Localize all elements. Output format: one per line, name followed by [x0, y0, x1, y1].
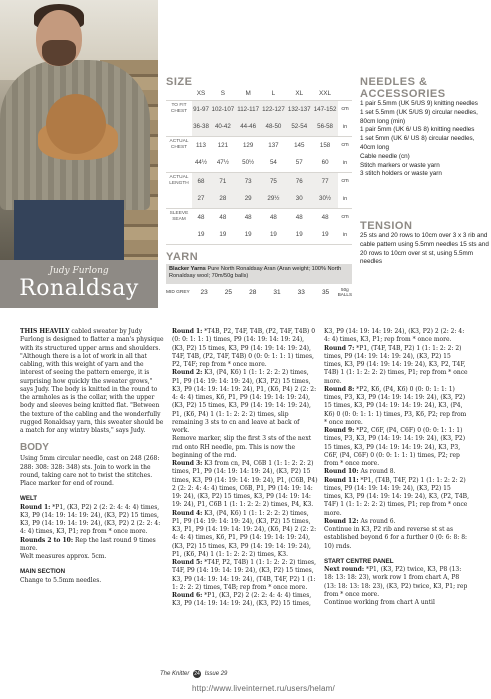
watermark-url: http://www.liveinternet.ru/users/helam/	[192, 684, 335, 693]
round-text: *P1, (T4B, T4F, P2) 1 (1: 1: 2: 2: 2) times, P9 (14: 19: 14: 19: 24), (K3, P2) 15 times, K3, P9 (14: 19: 14: 19: 24), K3, (P2, T4B, T4F) 1 (1: 1: 2: 2: 2) times, P1; rep from * once more.	[324, 476, 469, 517]
size-value: 122-127	[261, 100, 287, 118]
round-label: Round 1:	[172, 328, 203, 335]
size-value: 77	[312, 172, 338, 190]
yarn-balls-value: 28	[249, 288, 257, 296]
round-text: As round 6.	[358, 517, 396, 525]
size-value: 48	[295, 213, 303, 221]
continue-chart-text: Continue working from chart A until	[324, 599, 435, 606]
size-value: 19	[236, 226, 261, 244]
body-heading: BODY	[20, 442, 49, 454]
round-text: Rep the last round 9 times more.	[20, 536, 156, 552]
round-8	[324, 386, 470, 427]
main-section-text: Change to 5.5mm needles.	[20, 576, 102, 584]
size-value: 54	[261, 154, 287, 172]
size-value: 44½	[192, 154, 210, 172]
round-label: Round 7:	[324, 344, 355, 352]
size-unit: in	[338, 154, 352, 172]
round-label: Round 3:	[172, 460, 203, 467]
size-value: 47½	[210, 154, 236, 172]
size-value: 44-46	[236, 118, 261, 136]
intro-paragraph	[20, 328, 166, 435]
tension-text: 25 sts and 20 rows to 10cm over 3 x 3 rib and cable pattern using 5.5mm needles 15 sts and 20 rows to 10cm over st st, using 5.5mm needles	[360, 232, 489, 266]
size-header: XL	[286, 88, 312, 100]
size-value: 36-38	[192, 118, 210, 136]
size-value: 158	[319, 141, 331, 149]
size-value: 137	[268, 141, 279, 149]
round-6-continued: K3, P9 (14: 19: 14: 19: 24), (K3, P2) 2 (2: 2: 4: 4: 4) times, K3, P1; rep from * once more.	[324, 328, 465, 344]
size-row-label: ACTUAL CHEST	[169, 139, 189, 151]
tension-heading: TENSION	[360, 220, 413, 232]
round-text: *T4F, P2, T4B) 1 (1: 1: 2: 2: 2) times, T4F, P9 (14: 19: 14: 19: 24), (K3, P2) 15 times, K3, P9 (14: 19: 14: 19: 24), (T4B, T4F, P2) 1 (1: 1: 2: 2: 2) times, T4B; rep from * once more.	[172, 559, 316, 591]
size-value: 112-117	[236, 100, 261, 118]
round-text: K3 from cn, P4, C6B 1 (1: 1: 2: 2: 2) times, P1, P9 (14: 19: 14: 19: 24), (K3, P2) 15 times, K3, P9 (14: 19: 14: 19: 24), P1, (C6B, P4) 2 (2: 2: 4: 4: 4) times, C6B, P1, P9 (14: 19: 14: 19: 24), (K3, P2) 15 times, K3, P9 (14: 19: 14: 19: 24), P1, C6B 1 (1: 1: 2: 2: 2) times, P4, K3.	[172, 460, 318, 509]
designer-name: Judy Furlong	[49, 266, 109, 276]
round-text: *T4B, P2, T4F, T4B, (P2, T4F, T4B) 0 (0: 0: 1: 1: 1) times, P9 (14: 19: 14: 19: 24), (K3, P2) 15 times, K3, P9 (14: 19: 14: 19: 24), T4F, T4B, (P2, T4F, T4B) 0 (0: 0: 1: 1: 1) times, P2, T4F; rep from * once more.	[172, 328, 316, 368]
column-3	[324, 328, 470, 607]
main-section-heading: MAIN SECTION	[20, 568, 66, 576]
size-value: 28	[210, 190, 236, 208]
yarn-balls-value: 33	[297, 288, 305, 296]
size-value: 48	[197, 213, 205, 221]
size-value: 30	[286, 190, 312, 208]
size-value: 113	[196, 141, 206, 149]
size-row-label	[166, 226, 192, 244]
model-photo	[0, 0, 158, 260]
welt-round-1	[20, 504, 166, 537]
column-1	[20, 328, 166, 585]
column-2	[172, 328, 318, 609]
size-unit: in	[338, 118, 352, 136]
round-text: As round 8.	[358, 468, 396, 476]
page-number-badge: 24	[194, 671, 200, 677]
round-label: Round 1:	[20, 503, 51, 511]
size-header: S	[210, 88, 236, 100]
intro-lead: THIS HEAVILY	[20, 328, 70, 335]
round-label: Round 12:	[324, 517, 359, 525]
next-round	[324, 566, 470, 599]
size-header: M	[236, 88, 261, 100]
round-4	[172, 510, 318, 560]
size-value: 145	[294, 141, 305, 149]
size-value: 29½	[261, 190, 287, 208]
size-value: 19	[210, 226, 236, 244]
body-cast-on: Using 5mm circular needle, cast on 248 (268: 288: 308: 328: 348) sts. Join to work in the round, taking care not to twist the stitches. Place marker for end of round.	[20, 455, 160, 487]
size-value: 19	[312, 226, 338, 244]
size-unit: in	[338, 190, 352, 208]
yarn-balls-value: 35	[321, 288, 330, 296]
size-value: 19	[286, 226, 312, 244]
needles-item: Stitch markers or waste yarn	[360, 161, 440, 169]
size-value: 29	[236, 190, 261, 208]
yarn-colour: MID GREY	[166, 289, 190, 295]
size-unit: cm	[341, 214, 349, 221]
needles-heading: NEEDLES & ACCESSORIES	[360, 76, 446, 100]
size-value: 73	[236, 172, 261, 190]
yarn-details: Pure North Ronaldsay Aran (Aran weight; 100% North Ronaldsay wool; 70m/50g balls)	[169, 266, 342, 279]
size-header	[338, 88, 352, 100]
round-6	[172, 592, 318, 609]
page-footer	[160, 670, 227, 678]
round-5	[172, 559, 318, 592]
round-text: *P2, K6, (P4, K6) 0 (0: 0: 1: 1: 1) times, P3, K3, P9 (14: 19: 14: 19: 24), (K3, P2) 15 times, K3, P9 (14: 19: 14: 19: 24), K3, (P4, K6) 0 (0: 0: 1: 1: 1) times, P3, K6, P2; rep from * once more.	[324, 385, 467, 426]
round-label: Rounds 2 to 10:	[20, 536, 74, 544]
size-row-label: SLEEVE SEAM	[169, 211, 189, 223]
round-label: Round 8:	[324, 385, 355, 393]
size-value: 71	[210, 172, 236, 190]
size-unit: cm	[341, 106, 349, 113]
needles-item: Cable needle (cn)	[360, 152, 410, 160]
round-text: K3, (P4, K6) 1 (1: 1: 2: 2: 2) times, P1, P9 (14: 19: 14: 19: 24), (K3, P2) 15 times, K3, P9 (14: 19: 14: 19: 24), P1, (K6, P4) 2 (2: 2: 4: 4: 4) times, K6, P1, P9 (14: 19: 14: 19: 24), (K3, P2) 15 times, K3, P9 (14: 19: 14: 19: 24), P1, (K6, P4) 1 (1: 1: 2: 2: 2) times, slip remaining 3 sts to cn and leave at back of work.	[172, 369, 317, 434]
size-value: 27	[192, 190, 210, 208]
round-label: Round 2:	[172, 369, 203, 377]
pattern-title: Ronaldsay	[19, 276, 139, 301]
yarn-brand: Blacker Yarns	[169, 266, 206, 272]
round-label: Round 11:	[324, 476, 359, 484]
yarn-amounts	[166, 286, 352, 298]
size-value: 76	[286, 172, 312, 190]
round-7	[324, 345, 470, 386]
round-text: *P1, (K3, P2) twice, K3, P8 (13: 18: 13: 18: 23), work row 1 from chart A, P8 (13: 18: 13: 18: 23), (K3, P2) twice, K3, P1; rep from * once more.	[324, 566, 468, 598]
round-2	[172, 369, 318, 435]
size-value: 48	[219, 213, 227, 221]
size-value: 56-58	[312, 118, 338, 136]
size-value: 121	[217, 141, 229, 149]
size-value: 30½	[312, 190, 338, 208]
round-3	[172, 460, 318, 510]
welt-measure: Welt measures approx. 5cm.	[20, 553, 107, 560]
yarn-balls-value: 31	[273, 288, 281, 296]
yarn-heading: YARN	[166, 251, 199, 263]
round-label: Round 9:	[324, 427, 355, 434]
round-label: Round 6:	[172, 592, 203, 599]
size-value: 68	[192, 172, 210, 190]
welt-heading: WELT	[20, 495, 38, 503]
start-centre-panel-heading: START CENTRE PANEL	[324, 557, 394, 565]
round-9	[324, 427, 470, 468]
issue-label: Issue 29	[204, 671, 228, 677]
needles-item: 1 set 5.5mm (UK 5/US 9) circular needles, 80cm long (min)	[360, 108, 478, 125]
size-table	[166, 88, 352, 245]
round-1	[172, 328, 318, 369]
size-value: 132-137	[286, 100, 312, 118]
round-text: K3, (P4, K6) 1 (1: 1: 2: 2: 2) times, P1, P9 (14: 19: 14: 19: 24), (K3, P2) 15 times, K3, P1, P9 (14: 19: 14: 19: 24), (K6, P4) 2 (2: 2: 4: 4: 4) times, K6, P1, P9 (14: 19: 14: 19: 24), (K3, P2) 15 times, K3, P9 (14: 19: 14: 19: 24), P1, (K6, P4) 1 (1: 1: 2: 2: 2) times, K3.	[172, 509, 317, 558]
size-value: 102-107	[210, 100, 236, 118]
intro-text: cabled sweater by Judy Furlong is designed to flatter a man's physique with its structured upper arms and shoulders. "Although there is a lot of work in all that cabling, with this weight of yarn and the interest of seeing the pattern emerge, it is surprising how quickly the sweater grows," says Judy. The body is knitted in the round to the armholes as is the collar, with the upper body and sleeves being knitted flat. "Between the texture of the cabling and the wonderfully rugged Ronaldsay yarn, this sweater should be a match for any wintry blasts," says Judy.	[20, 328, 164, 434]
magazine-name: The Knitter	[160, 671, 190, 677]
round-text: *P2, C6F, (P4, C6F) 0 (0: 0: 1: 1: 1) times, P3, K3, P9 (14: 19: 14: 19: 24), (K3, P2) 15 times, K3, P9 (14: 19: 14: 19: 24), K3, P3, C6F, (P4, C6F) 0 (0: 0: 1: 1: 1) times, P2; rep from * once more.	[324, 427, 466, 467]
size-value: 75	[261, 172, 287, 190]
size-value: 48	[269, 213, 277, 221]
size-value: 91-97	[192, 100, 210, 118]
size-value: 57	[286, 154, 312, 172]
remove-marker-text: Remove marker, slip the first 3 sts of the next rnd onto RH needle, pm. This is now the beginning of the rnd.	[172, 435, 312, 459]
size-row-label	[166, 154, 192, 172]
size-corner	[166, 88, 192, 100]
size-value: 48	[321, 213, 329, 221]
size-value: 52-54	[286, 118, 312, 136]
size-value: 147-152	[312, 100, 338, 118]
yarn-balls-value: 25	[224, 288, 233, 296]
size-header: L	[261, 88, 287, 100]
size-header: XS	[192, 88, 210, 100]
size-row-label	[166, 118, 192, 136]
round-12	[324, 518, 470, 526]
round-label: Next round:	[324, 566, 365, 573]
size-row-label: ACTUAL LENGTH	[169, 175, 189, 187]
size-value: 19	[261, 226, 287, 244]
needles-item: 3 stitch holders or waste yarn	[360, 170, 442, 178]
size-unit: in	[338, 226, 352, 244]
size-unit: cm	[341, 178, 349, 185]
needles-item: 1 pair 5.5mm (UK 5/US 9) knitting needles	[360, 100, 478, 107]
round-label: Round 10:	[324, 468, 359, 476]
continue-text: Continue in K3, P2 rib and reverse st st as established beyond 6 for a further 0 (0: 6: 8: 8: 10) rnds.	[324, 526, 468, 550]
size-unit: cm	[341, 142, 349, 149]
size-value: 19	[192, 226, 210, 244]
round-text: *P1, (T4F, T4B, P2) 1 (1: 1: 2: 2: 2) times, P9 (14: 19: 14: 19: 24), (K3, P2) 15 times, K3, P9 (14: 19: 14: 19: 24), K3, P2, T4F, T4B) 1 (1: 1: 2: 2: 2) times, P1; rep from * once more.	[324, 344, 468, 385]
needles-item: 1 pair 5mm (UK 6/ US 8) knitting needles	[360, 126, 475, 134]
size-row-label: TO FIT CHEST	[170, 103, 188, 115]
round-10	[324, 468, 470, 476]
yarn-balls-value: 23	[200, 288, 208, 296]
size-header: XXL	[312, 88, 338, 100]
size-value: 129	[242, 141, 254, 149]
size-value: 48	[244, 213, 252, 221]
round-text: *P1, (K3, P2) 2 (2: 2: 4: 4: 4) times, K3, P9 (14: 19: 14: 19: 24), (K3, P2) 15 times, K3, P9 (14: 19: 14: 19: 24), (K3, P2) 2 (2: 2: 4: 4: 4) times, K3, P1; rep from * once more.	[20, 503, 161, 536]
round-label: Round 4:	[172, 509, 203, 517]
size-value: 40-42	[210, 118, 236, 136]
size-value: 50½	[236, 154, 261, 172]
welt-rounds-2-10	[20, 537, 166, 554]
size-value: 48-50	[261, 118, 287, 136]
size-value: 60	[312, 154, 338, 172]
round-label: Round 5:	[172, 559, 203, 566]
needles-list	[360, 100, 490, 179]
round-text: *P1, (K3, P2) 2 (2: 2: 4: 4: 4) times, K3, P9 (14: 19: 14: 19: 24), (K3, P2) 15 times,	[172, 592, 312, 608]
needles-item: 1 set 5mm (UK 6/ US 8) circular needles, 40cm long	[360, 135, 475, 151]
size-heading: SIZE	[166, 76, 193, 88]
size-row-label	[166, 190, 192, 208]
round-11	[324, 477, 470, 518]
yarn-description	[166, 264, 352, 284]
yarn-unit: 50g BALLS	[337, 287, 353, 297]
